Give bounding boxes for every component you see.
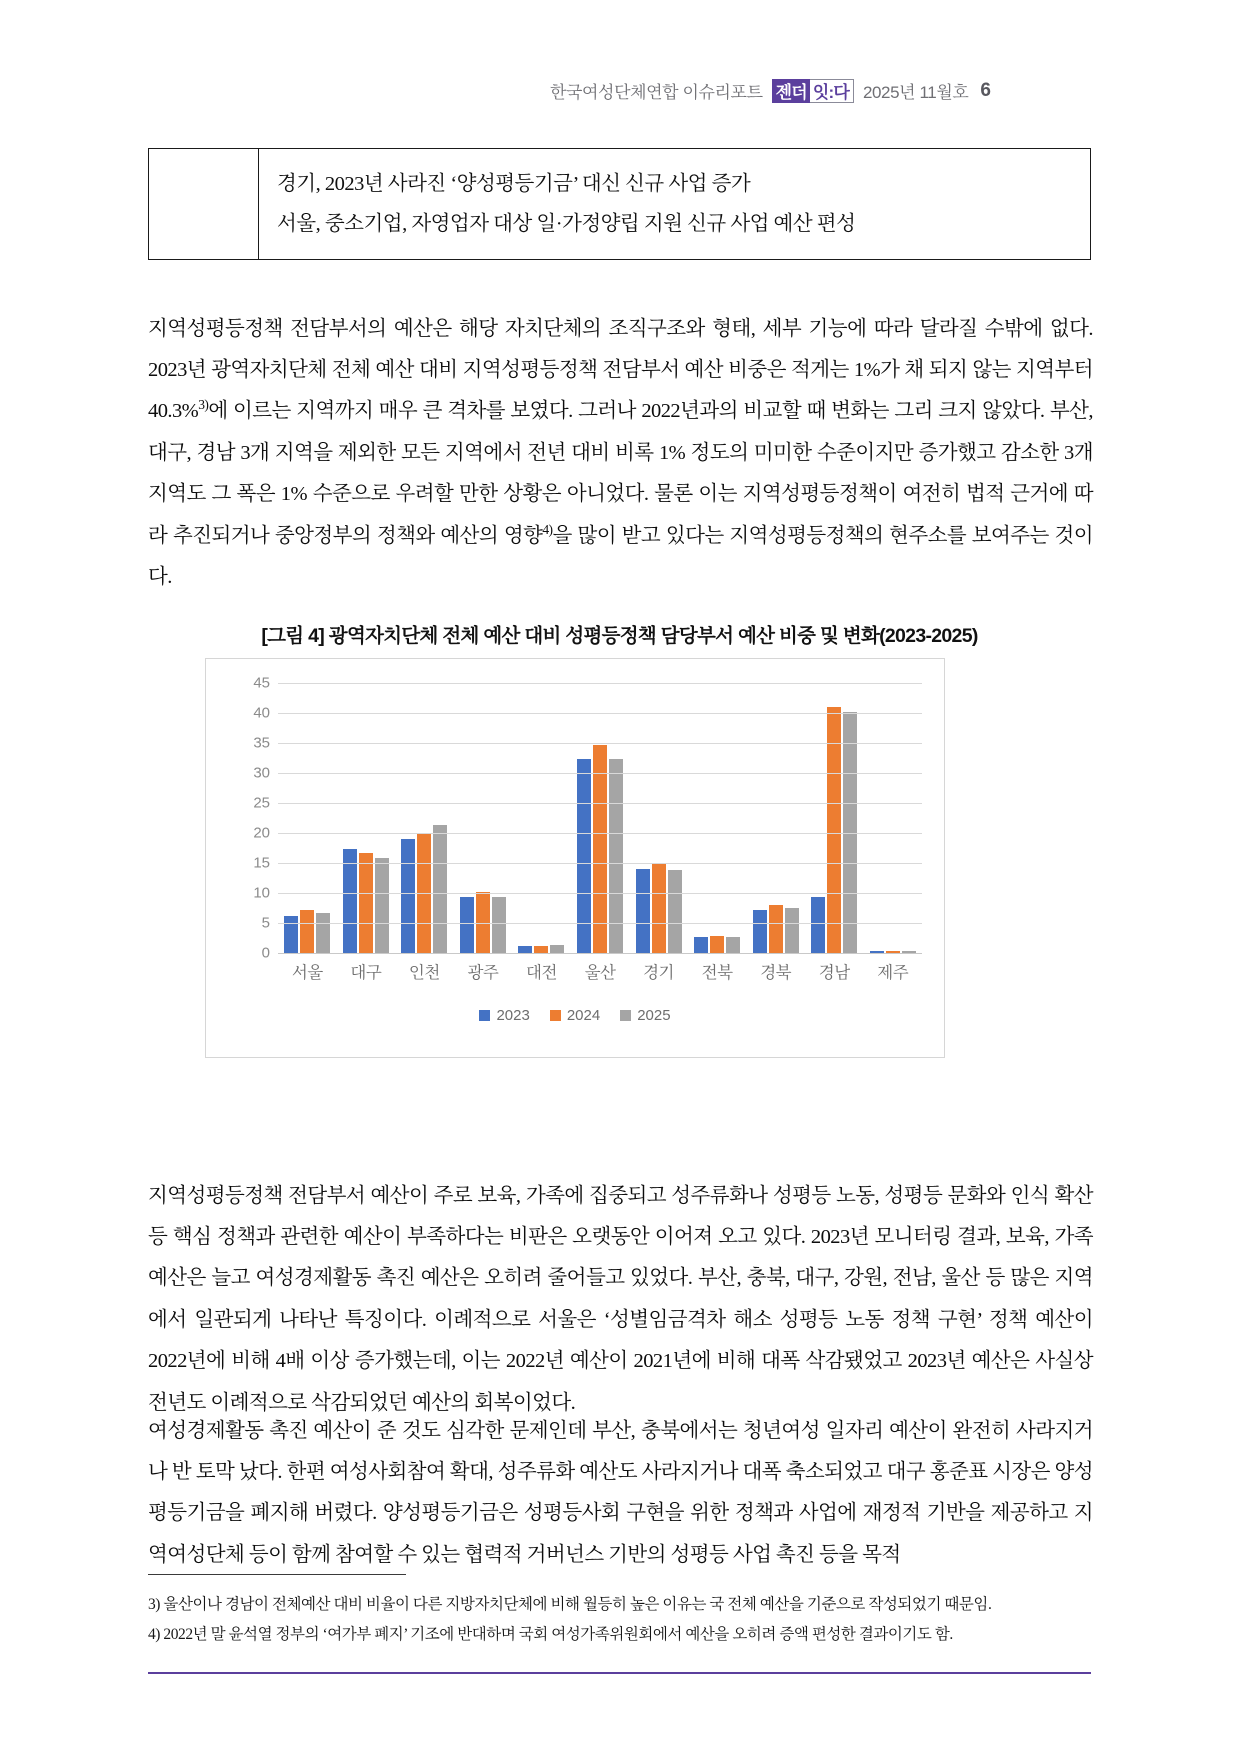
chart-bar [375,858,389,953]
chart-gridline [253,674,922,692]
chart-x-axis-labels [278,959,922,983]
chart-bar [668,870,682,953]
chart-x-label: 인천 [408,964,440,982]
chart-bar-group [512,683,571,953]
chart-bar [401,839,415,953]
chart-legend-item [550,1007,600,1024]
paragraph-1-segment-a: 지역성평등정책 전담부서의 예산은 해당 자치단체의 조직구조와 형태, 세부 기능에 따라 달라질 수밖에 없다. 2023년 광역자치단체 전체 예산 대비 지역성평등정책 전담부서 예산 비중은 적게는 1%가 채 되지 않는 지역부터 40.3% [148,317,1093,423]
publisher-label: 한국여성단체연합 이슈리포트 [549,83,763,102]
chart-bar-group [395,683,454,953]
chart-y-tick-label: 45 [253,674,270,692]
chart-x-label: 대구 [350,964,382,982]
chart-legend-item [479,1007,529,1024]
footnote-ref-4: 4) [542,521,553,537]
chart-bar-group [805,683,864,953]
chart-inner [206,659,944,1057]
logo-secondary-text: 잇:다 [810,79,854,103]
summary-table-right-cell [259,149,1090,259]
body-paragraph-2: 지역성평등정책 전담부서 예산이 주로 보육, 가족에 집중되고 성주류화나 성평등 노동, 성평등 문화와 인식 확산 등 핵심 정책과 관련한 예산이 부족하다는 비판은 오랫동안 이어져 오고 있다. 2023년 모니터링 결과, 보육, 가족 예산은 늘고 여성경제활동 촉진 예산은 오히려 줄어들고 있었다. 부산, 충북, 대구, 강원, 전남, 울산 등 많은 지역에서 일관되게 나타난 특징이다. 이례적으로 서울은 ‘성별임금격차 해소 성평등 노동 정책 구현’ 정책 예산이 2022년에 비해 4배 이상 증가했는데, 이는 2022년 예산이 2021년에 비해 대폭 삭감됐었고 2023년 예산은 사실상 전년도 이례적으로 삭감되었던 예산의 회복이었다. [148,1184,1093,1414]
chart-bar [726,937,740,953]
chart-bar [769,905,783,953]
chart-bar [433,825,447,953]
chart-bar [316,913,330,953]
chart-y-tick-label: 0 [261,944,270,962]
page-number: 6 [980,79,991,101]
figure-caption: [그림 4] 광역자치단체 전체 예산 대비 성평등정책 담당부서 예산 비중 및 변화(2023-2025) [261,625,978,647]
footnotes [148,1590,1093,1650]
chart-bar [636,869,650,953]
chart-gridline [253,884,922,902]
chart-bar [753,910,767,953]
chart-bar [284,916,298,953]
issue-label: 2025년 11월호 [862,83,969,102]
footnote-ref-3: 3) [198,397,209,413]
chart-gridline [253,794,922,812]
footnote-item: 4) 2022년 말 윤석열 정부의 ‘여가부 폐지’ 기조에 반대하며 국회 여성가족위원회에서 예산을 오히려 증액 편성한 결과이기도 함. [148,1625,953,1643]
chart-x-label: 광주 [467,964,499,982]
chart-gridline [253,704,922,722]
chart-x-label: 경북 [760,964,792,982]
chart-bar [785,908,799,953]
summary-table [148,148,1091,260]
chart-y-tick-label: 10 [253,884,270,902]
chart-gridline [253,734,922,752]
page-header [550,78,991,103]
chart-bar-group [571,683,630,953]
chart-y-tick-label: 5 [261,914,270,932]
chart-bar [652,863,666,953]
chart-gridline [253,764,922,782]
footnote-item: 3) 울산이나 경남이 전체예산 대비 비율이 다른 지방자치단체에 비해 월등히 높은 이유는 국 전체 예산을 기준으로 작성되었기 때문임. [148,1596,992,1613]
chart-gridline [253,824,922,842]
chart-bar [300,910,314,953]
chart-bar-group [863,683,922,953]
chart-y-tick-label: 20 [253,824,270,842]
chart-bar [359,853,373,953]
chart-bar-groups [278,683,922,953]
chart-gridline [261,914,922,932]
summary-table-row: 경기, 2023년 사라진 ‘양성평등기금’ 대신 신규 사업 증가 [277,173,751,195]
chart-x-label: 경남 [818,964,850,982]
chart-y-tick-label: 15 [253,854,270,872]
chart-legend-label: 2023 [496,1007,530,1024]
chart-bar [710,936,724,953]
chart-bar-group [688,683,747,953]
chart-plot-area [253,674,922,962]
chart-legend-label: 2025 [637,1007,671,1024]
chart-legend-swatch [550,1010,561,1021]
chart-bar [492,897,506,953]
chart-bar-group [746,683,805,953]
chart-bar [518,946,532,953]
chart-y-tick-label: 25 [253,794,270,812]
brand-logo [772,79,854,103]
chart-legend [206,1007,944,1024]
chart-legend-label: 2024 [566,1007,601,1024]
chart-bar [460,897,474,953]
body-paragraph-3: 여성경제활동 촉진 예산이 준 것도 심각한 문제인데 부산, 충북에서는 청년여성 일자리 예산이 완전히 사라지거나 반 토막 났다. 한편 여성사회참여 확대, 성주류화 예산도 사라지거나 대폭 축소되었고 대구 홍준표 시장은 양성평등기금을 폐지해 버렸다. 양성평등기금은 성평등사회 구현을 위한 정책과 사업에 재정적 기반을 제공하고 지역여성단체 등이 함께 참여할 수 있는 협력적 거버넌스 기반의 성평등 사업 촉진 등을 목적 [148,1419,1093,1566]
chart-legend-item [620,1007,670,1024]
chart-y-tick-label: 30 [253,764,270,782]
bar-chart [205,658,945,1058]
chart-legend-swatch [620,1010,631,1021]
chart-bar [694,937,708,953]
chart-gridline [253,854,922,872]
footnote-separator [148,1574,406,1575]
chart-y-tick-label: 35 [253,734,270,752]
summary-table-left-cell [149,149,259,259]
chart-y-tick-label: 40 [253,704,270,722]
chart-bar-group [629,683,688,953]
chart-x-label: 서울 [291,964,323,982]
chart-bar-group [337,683,396,953]
chart-bar-group [278,683,337,953]
chart-bar [534,946,548,953]
chart-bar [550,945,564,953]
chart-gridline [261,944,922,962]
body-paragraph-1 [148,309,1093,599]
chart-x-label: 울산 [584,964,616,982]
logo-primary-text: 젠더 [772,79,810,103]
chart-x-label: 대전 [526,964,557,982]
page-bottom-rule [148,1672,1091,1674]
chart-legend-swatch [479,1010,490,1021]
paragraph-1-segment-c: 을 많이 받고 있다는 지역성평등정책의 현주소를 보여주는 것이다. [148,524,1093,588]
chart-x-label: 전북 [701,964,733,982]
summary-table-row: 서울, 중소기업, 자영업자 대상 일·가정양립 지원 신규 사업 예산 편성 [277,212,856,235]
chart-x-label: 제주 [877,964,909,982]
chart-bar [811,897,825,953]
paragraph-1-segment-b: 에 이르는 지역까지 매우 큰 격차를 보였다. 그러나 2022년과의 비교할 때 변화는 그리 크지 않았다. 부산, 대구, 경남 3개 지역을 제외한 모든 지역에서 전년 대비 비록 1% 정도의 미미한 수준이지만 증가했고 감소한 3개 지역도 그 폭은 1% 수준으로 우려할 만한 상황은 아니었다. 물론 이는 지역성평등정책이 여전히 법적 근거에 따라 추진되거나 중앙정부의 정책와 예산의 영향 [148,400,1094,547]
chart-bar [343,849,357,953]
chart-bar-group [454,683,513,953]
chart-x-label: 경기 [643,964,674,982]
chart-bar [593,745,607,953]
